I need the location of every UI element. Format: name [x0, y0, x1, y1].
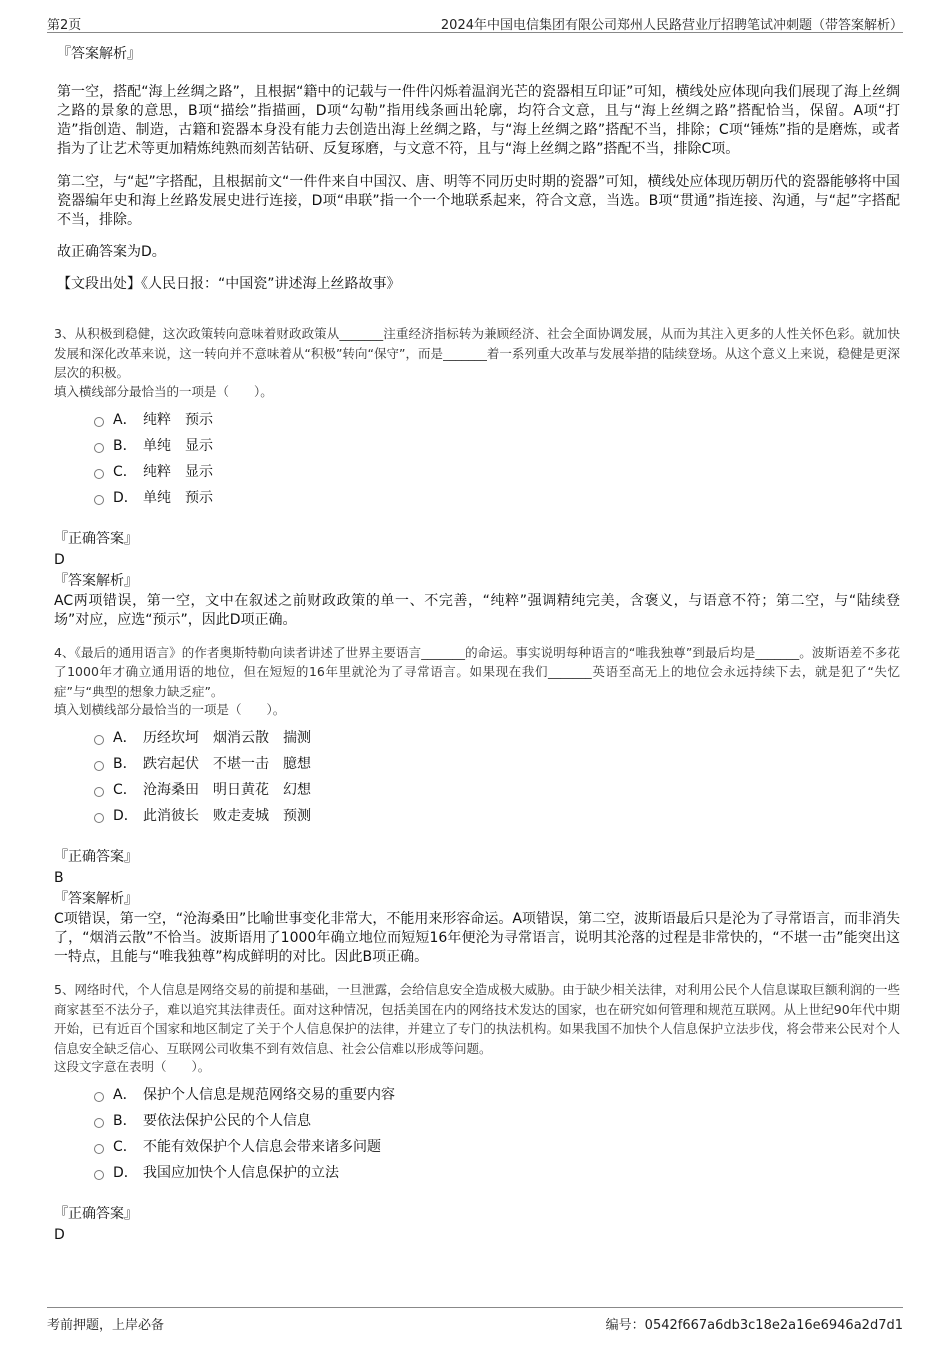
radio-icon[interactable]	[94, 787, 104, 797]
correct-answer-label: 『正确答案』	[54, 530, 138, 547]
option-list	[94, 1082, 900, 1186]
option-a[interactable]: A． 纯粹 预示	[94, 407, 900, 433]
question-3	[54, 324, 900, 630]
footer-slogan: 考前押题，上岸必备	[47, 1318, 165, 1333]
radio-icon[interactable]	[94, 735, 104, 745]
radio-icon[interactable]	[94, 813, 104, 823]
page-content	[54, 44, 900, 1246]
page-number: 第2页	[47, 18, 82, 33]
option-d[interactable]: D． 单纯 预示	[94, 485, 900, 511]
question-prompt: 填入横线部分最恰当的一项是（ ）。	[54, 383, 273, 399]
option-d[interactable]: D． 我国应加快个人信息保护的立法	[94, 1160, 900, 1186]
correct-answer-label: 『正确答案』	[54, 1206, 138, 1222]
analysis-paragraph: C项错误，第一空，“沧海桑田”比喻世事变化非常大，不能用来形容命运。A项错误，第二空，波斯语最后只是沦为了寻常语言，而非消失了，“烟消云散”不恰当。波斯语用了1000年确立地位而短短16年便沦为寻常语言，说明其沦落的过程是非常快的，“不堪一击”能突出这一特点，且能与“唯我独尊”构成鲜明的对比。因此B项正确。	[54, 911, 900, 965]
analysis-paragraph: 第二空，与“起”字搭配，且根据前文“一件件来自中国汉、唐、明等不同历史时期的瓷器”可知，横线处应体现历朝历代的瓷器能够将中国瓷器编年史和海上丝路发展史进行连接，D项“串联”指一个一个地联系起来，符合文意，当选。B项“贯通”指连接、沟通，与“起”字搭配不当，排除。	[57, 174, 900, 228]
question-4	[54, 643, 900, 968]
option-b[interactable]: B． 要依法保护公民的个人信息	[94, 1108, 900, 1134]
document-code: 编号：0542f667a6db3c18e2a16e6946a2d7d1	[605, 1318, 903, 1333]
option-a[interactable]: A． 保护个人信息是规范网络交易的重要内容	[94, 1082, 900, 1108]
question-2-analysis	[57, 44, 900, 294]
question-prompt: 填入划横线部分最恰当的一项是（ ）。	[54, 702, 286, 717]
analysis-label: 『答案解析』	[54, 891, 138, 907]
answer-conclusion: 故正确答案为D。	[57, 244, 166, 260]
radio-icon[interactable]	[94, 1118, 104, 1128]
correct-answer: D	[54, 1227, 65, 1243]
option-c[interactable]: C． 纯粹 显示	[94, 459, 900, 485]
correct-answer: D	[54, 551, 65, 568]
question-prompt: 这段文字意在表明（ ）。	[54, 1059, 211, 1074]
option-c[interactable]: C． 不能有效保护个人信息会带来诸多问题	[94, 1134, 900, 1160]
radio-icon[interactable]	[94, 469, 104, 479]
analysis-paragraph: AC两项错误，第一空，文中在叙述之前财政政策的单一、不完善，“纯粹”强调精纯完美，含褒义，与语意不符；第二空，与“陆续登场”对应，应选“预示”，因此D项正确。	[54, 592, 900, 628]
radio-icon[interactable]	[94, 761, 104, 771]
radio-icon[interactable]	[94, 1170, 104, 1180]
question-5	[54, 980, 900, 1246]
question-stem: 5、网络时代，个人信息是网络交易的前提和基础，一旦泄露，会给信息安全造成极大威胁。由于缺少相关法律，对利用公民个人信息谋取巨额利润的一些商家甚至不法分子，难以追究其法律责任。面对这种情况，包括美国在内的网络技术发达的国家，也在研究如何管理和规范互联网。从上世纪90年代中期开始，已有近百个国家和地区制定了关于个人信息保护的法律，并建立了专门的执法机构。如果我国不加快个人信息保护立法步伐，将会带来公民对个人信息安全缺乏信心、互联网公司收集不到有效信息、社会公信难以形成等问题。	[54, 982, 900, 1056]
correct-answer-label: 『正确答案』	[54, 849, 138, 865]
correct-answer: B	[54, 870, 64, 886]
question-stem: 4、《最后的通用语言》的作者奥斯特勒向读者讲述了世界主要语言_______的命运。事实说明每种语言的“唯我独尊”到最后均是_______。波斯语差不多花了1000年才确立通用语的地位，但在短短的16年里就沦为了寻常语言。如果现在我们_______英语至高无上的地位会永远持续下去，就是犯了“失忆症”与“典型的想象力缺乏症”。	[54, 644, 900, 699]
radio-icon[interactable]	[94, 443, 104, 453]
analysis-paragraph: 第一空，搭配“海上丝绸之路”，且根据“籍中的记载与一件件闪烁着温润光芒的瓷器相互印证”可知，横线处应体现向我们展现了海上丝绸之路的景象的意思，B项“描绘”指描画，D项“勾勒”指用线条画出轮廓，均符合文意，且与“海上丝绸之路”搭配恰当，保留。A项“打造”指创造、制造，古籍和瓷器本身没有能力去创造出海上丝绸之路，与“海上丝绸之路”搭配不当，排除；C项“锤炼”指的是磨炼，或者指为了让艺术等更加精炼纯熟而刻苦钻研、反复琢磨，与文意不符，且与“海上丝绸之路”搭配不当，排除C项。	[57, 84, 900, 157]
radio-icon[interactable]	[94, 1092, 104, 1102]
question-stem: 3、从积极到稳健，这次政策转向意味着财政政策从_______注重经济指标转为兼顾经济、社会全面协调发展，从而为其注入更多的人性关怀色彩。就加快发展和深化改革来说，这一转向并不意味着从“积极”转向“保守”，而是_______着一系列重大改革与发展举措的陆续登场。从这个意义上来说，稳健是更深层次的积极。	[54, 326, 900, 380]
option-b[interactable]: B． 跌宕起伏 不堪一击 臆想	[94, 751, 900, 777]
analysis-label: 『答案解析』	[57, 46, 141, 62]
option-c[interactable]: C． 沧海桑田 明日黄花 幻想	[94, 777, 900, 803]
radio-icon[interactable]	[94, 1144, 104, 1154]
page-header	[47, 12, 903, 33]
analysis-label: 『答案解析』	[54, 572, 138, 589]
page-footer	[47, 1307, 903, 1332]
radio-icon[interactable]	[94, 417, 104, 427]
option-list	[94, 407, 900, 511]
option-list	[94, 725, 900, 829]
source-citation: 【文段出处】《人民日报：“中国瓷”讲述海上丝路故事》	[57, 276, 401, 292]
option-b[interactable]: B． 单纯 显示	[94, 433, 900, 459]
document-title: 2024年中国电信集团有限公司郑州人民路营业厅招聘笔试冲刺题（带答案解析）	[440, 18, 903, 33]
option-a[interactable]: A． 历经坎坷 烟消云散 揣测	[94, 725, 900, 751]
option-d[interactable]: D． 此消彼长 败走麦城 预测	[94, 803, 900, 829]
radio-icon[interactable]	[94, 495, 104, 505]
